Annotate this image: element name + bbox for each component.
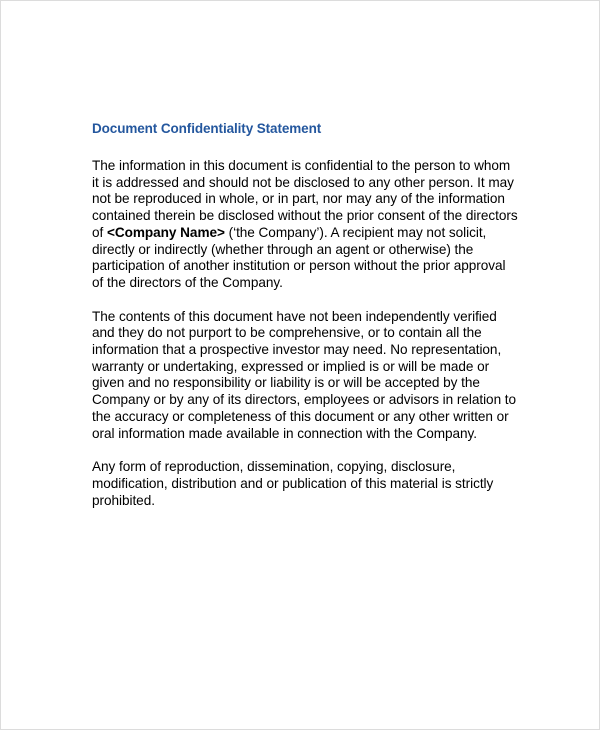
- document-content: [92, 120, 518, 509]
- confidentiality-paragraph: [92, 158, 518, 292]
- reproduction-paragraph: Any form of reproduction, dissemination, copying, disclosure, modification, distribution and or publication of this material is strictly prohibited.: [92, 459, 494, 508]
- company-name-placeholder: <Company Name>: [106, 224, 225, 240]
- paragraph-text-after: (‘the Company’). A recipient may not solicit, directly or indirectly (whether through an agent or otherwise) the participation of another institution or person without the prior approval of the directors of the Company.: [92, 224, 506, 290]
- paragraph-text-before: The information in this document is confidential to the person to whom it is addressed and should not be disclosed to any other person. It may not be reproduced in whole, or in part, nor may any of the information contained therein be disclosed without the prior consent of the directors of: [92, 158, 518, 240]
- verification-paragraph: The contents of this document have not been independently verified and they do not purport to be comprehensive, or to contain all the information that a prospective investor may need. No representation, warranty or undertaking, expressed or implied is or will be made or given and no responsibility or liability is or will be accepted by the Company or by any of its directors, employees or advisors in relation to the accuracy or completeness of this document or any other written or oral information made available in connection with the Company.: [92, 308, 517, 441]
- page-title: Document Confidentiality Statement: [92, 121, 322, 136]
